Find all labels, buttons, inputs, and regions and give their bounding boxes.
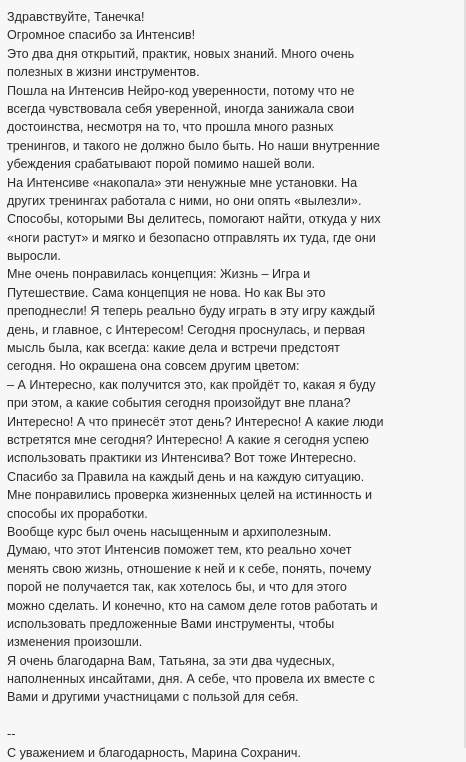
body-line: «ноги растут» и мягко и безопасно отправлять их туда, где они [7, 230, 376, 245]
body-line: способы их проработки. [7, 506, 148, 521]
body-line: преподнесли! Я теперь реально буду играть в эту игру каждый [7, 304, 375, 319]
body-line: всегда чувствовала себя уверенной, иногда занижала свои [7, 101, 355, 116]
body-line: Мне понравились проверка жизненных целей на истинность и [7, 488, 373, 503]
greeting: Здравствуйте, Танечка! [7, 10, 145, 24]
body-line: выросли. [7, 249, 61, 264]
body-line: встретятся мне сегодня? Интересно! А какие я сегодня успею [7, 432, 369, 447]
body-line: наполненных инсайтами, дня. А себе, что провела их вместе с [7, 672, 375, 687]
body-line: день, и главное, с Интересом! Сегодня проснулась, и первая [7, 322, 366, 337]
body-line: сегодня. Но окрашена она совсем другим цветом: [7, 359, 300, 374]
body-line: изменения произошли. [7, 635, 143, 650]
body-line: Я очень благодарна Вам, Татьяна, за эти два чудесных, [7, 653, 335, 668]
body-line: На Интенсиве «накопала» эти ненужные мне установки. На [7, 175, 358, 190]
letter-body [7, 26, 458, 706]
body-line: Способы, которыми Вы делитесь, помогают найти, откуда у них [7, 212, 381, 227]
body-line: Огромное спасибо за Интенсив! [7, 28, 196, 43]
body-line: Пошла на Интенсив Нейро-код уверенности, потому что не [7, 83, 355, 98]
body-line: при этом, а какие события сегодня произойдут вне плана? [7, 396, 351, 411]
body-line: Это два дня открытий, практик, новых знаний. Много очень [7, 46, 355, 61]
body-line: Думаю, что этот Интенсив поможет тем, кто реально хочет [7, 543, 352, 558]
body-line: использовать практики из Интенсива? Вот тоже Интересно. [7, 451, 357, 466]
body-line: Вами и другими участницами с пользой для себя. [7, 690, 299, 705]
signature-separator: -- [7, 727, 16, 742]
body-line: Путешествие. Сама концепция не нова. Но как Вы это [7, 285, 326, 300]
body-line: полезных в жизни инструментов. [7, 65, 200, 80]
body-line: достоинства, несмотря на то, что прошла много разных [7, 120, 334, 135]
body-line: Спасибо за Правила на каждый день и на каждую ситуацию. [7, 469, 365, 484]
blank-line [7, 707, 458, 725]
body-line: – А Интересно, как получится это, как пройдёт то, какая я буду [7, 377, 376, 392]
body-line: мысль была, как всегда: какие дела и встречи предстоят [7, 341, 340, 356]
body-line: убеждения срабатывают порой помимо нашей воли. [7, 157, 316, 172]
body-line: других тренингах работала с ними, но они опять «вылезли». [7, 193, 362, 208]
body-line: тренингов, и такого не должно было быть. Но наши внутренние [7, 138, 380, 153]
body-line: Мне очень понравилась концепция: Жизнь – Игра и [7, 267, 311, 282]
body-line: Интересно! А что принесёт этот день? Интересно! А какие люди [7, 414, 384, 429]
body-line: можно сделать. И конечно, кто на самом деле готов работать и [7, 598, 378, 613]
body-line: менять свою жизнь, отношение к ней и к себе, понять, почему [7, 561, 372, 576]
signature: С уважением и благодарность, Марина Сохранич. [7, 745, 301, 760]
body-line: использовать предложенные Вами инструменты, чтобы [7, 616, 335, 631]
body-line: Вообще курс был очень насыщенным и архиполезным. [7, 524, 332, 539]
body-line: порой не получается так, как хотелось бы, и что для этого [7, 580, 347, 595]
